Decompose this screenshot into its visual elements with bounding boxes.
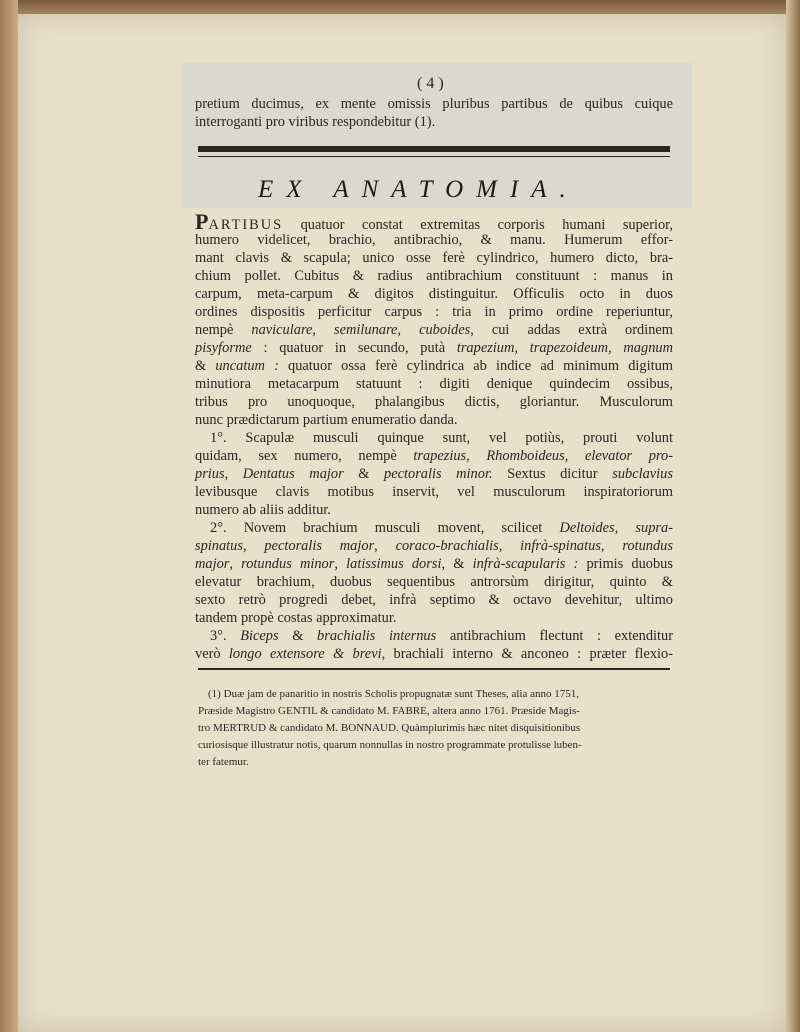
scan-edge-right	[786, 0, 800, 1032]
p1-line-5: carpum, meta-carpum & digitos distinguitur. Officulis octo in duos	[195, 286, 673, 302]
p1-line-11: tribus pro unoquoque, phalangibus dictis, gloriantur. Musculorum	[195, 394, 673, 410]
p3-line-3: major, rotundus minor, latissimus dorsi, & infrà-scapularis : primis duobus	[195, 556, 673, 572]
footnote-line-2: Præside Magistro GENTIL & candidato M. FABRE, altera anno 1761. Præside Magis-	[198, 705, 580, 717]
p3-line-6: tandem propè costas approximatur.	[195, 610, 397, 626]
p2-line-3: prius, Dentatus major & pectoralis minor. Sextus dicitur subclavius	[195, 466, 673, 482]
p1-line-7: nempè naviculare, semilunare, cuboides, cui addas extrà ordinem	[195, 322, 673, 338]
p3-line-2: spinatus, pectoralis major, coraco-brachialis, infrà-spinatus, rotundus	[195, 538, 673, 554]
scan-edge-left	[0, 0, 18, 1032]
scan-edge-top	[0, 0, 800, 14]
top-line-1: pretium ducimus, ex mente omissis pluribus partibus de quibus cuique	[195, 96, 673, 112]
p1-line-4: chium pollet. Cubitus & radius antibrachium constituunt : manus in	[195, 268, 673, 284]
p3-line-1: 2°. Novem brachium musculi movent, scilicet Deltoides, supra-	[210, 520, 673, 536]
double-rule-thin	[198, 156, 670, 157]
footnote-line-5: ter fatemur.	[198, 756, 249, 768]
p1-line-9: & uncatum : quatuor ossa ferè cylindrica ab indice ad minimum digitum	[195, 358, 673, 374]
footnote-line-3: tro MERTRUD & candidato M. BONNAUD. Quàmplurimis hæc nitet disquisitionibus	[198, 722, 581, 734]
first-word: ARTIBUS	[208, 217, 284, 233]
p1-line-1: PARTIBUS quatuor constat extremitas corporis humani superior,	[195, 209, 673, 234]
p2-line-4: levibusque clavis motibus inservit, vel musculorum inspiratoriorum	[195, 484, 673, 500]
footnote-line-4: curiosisque illustratur notis, quarum nonnullas in nostro programmate protulisse luben-	[198, 739, 582, 751]
p2-line-2: quidam, sex numero, nempè trapezius, Rhomboideus, elevator pro-	[195, 448, 673, 464]
p1-line-8: pisyforme : quatuor in secundo, putà trapezium, trapezoideum, magnum	[195, 340, 673, 356]
p3-line-4: elevatur brachium, duobus sequentibus antrorsùm dirigitur, quinto &	[195, 574, 673, 590]
double-rule-thick	[198, 146, 670, 152]
footnote-rule	[198, 668, 670, 670]
p4-line-1: 3°. Biceps & brachialis internus antibrachium flectunt : extenditur	[210, 628, 674, 644]
p2-line-1: 1°. Scapulæ musculi quinque sunt, vel potiùs, prouti volunt	[210, 430, 673, 446]
p2-line-5: numero ab aliis additur.	[195, 502, 331, 518]
p4-line-2: verò longo extensore & brevi, brachiali interno & anconeo : præter flexio-	[195, 646, 674, 662]
section-heading: EX ANATOMIA.	[258, 176, 579, 203]
footnote-line-1: (1) Duæ jam de panaritio in nostris Scholis propugnatæ sunt Theses, alia anno 1751,	[208, 688, 579, 700]
p1-line-6: ordines dispositis perficitur carpus : tria in primo ordine reperiuntur,	[195, 304, 673, 320]
top-line-2: interroganti pro viribus respondebitur (1).	[195, 114, 436, 130]
p1-line-3: mant clavis & scapula; unico osse ferè cylindrico, humero dicto, bra-	[195, 250, 673, 266]
p1-line-10: minutiora metacarpum statuunt : digiti denique quindecim ossibus,	[195, 376, 673, 392]
p1-line-12: nunc prædictarum partium enumeratio danda.	[195, 412, 458, 428]
p3-line-5: sexto retrò progredi debet, infrà septimo & octavo devehitur, ultimo	[195, 592, 673, 608]
p1-line-2: humero videlicet, brachio, antibrachio, & manu. Humerum effor-	[195, 232, 673, 248]
page-number: ( 4 )	[417, 75, 444, 92]
drop-cap: P	[195, 209, 209, 234]
